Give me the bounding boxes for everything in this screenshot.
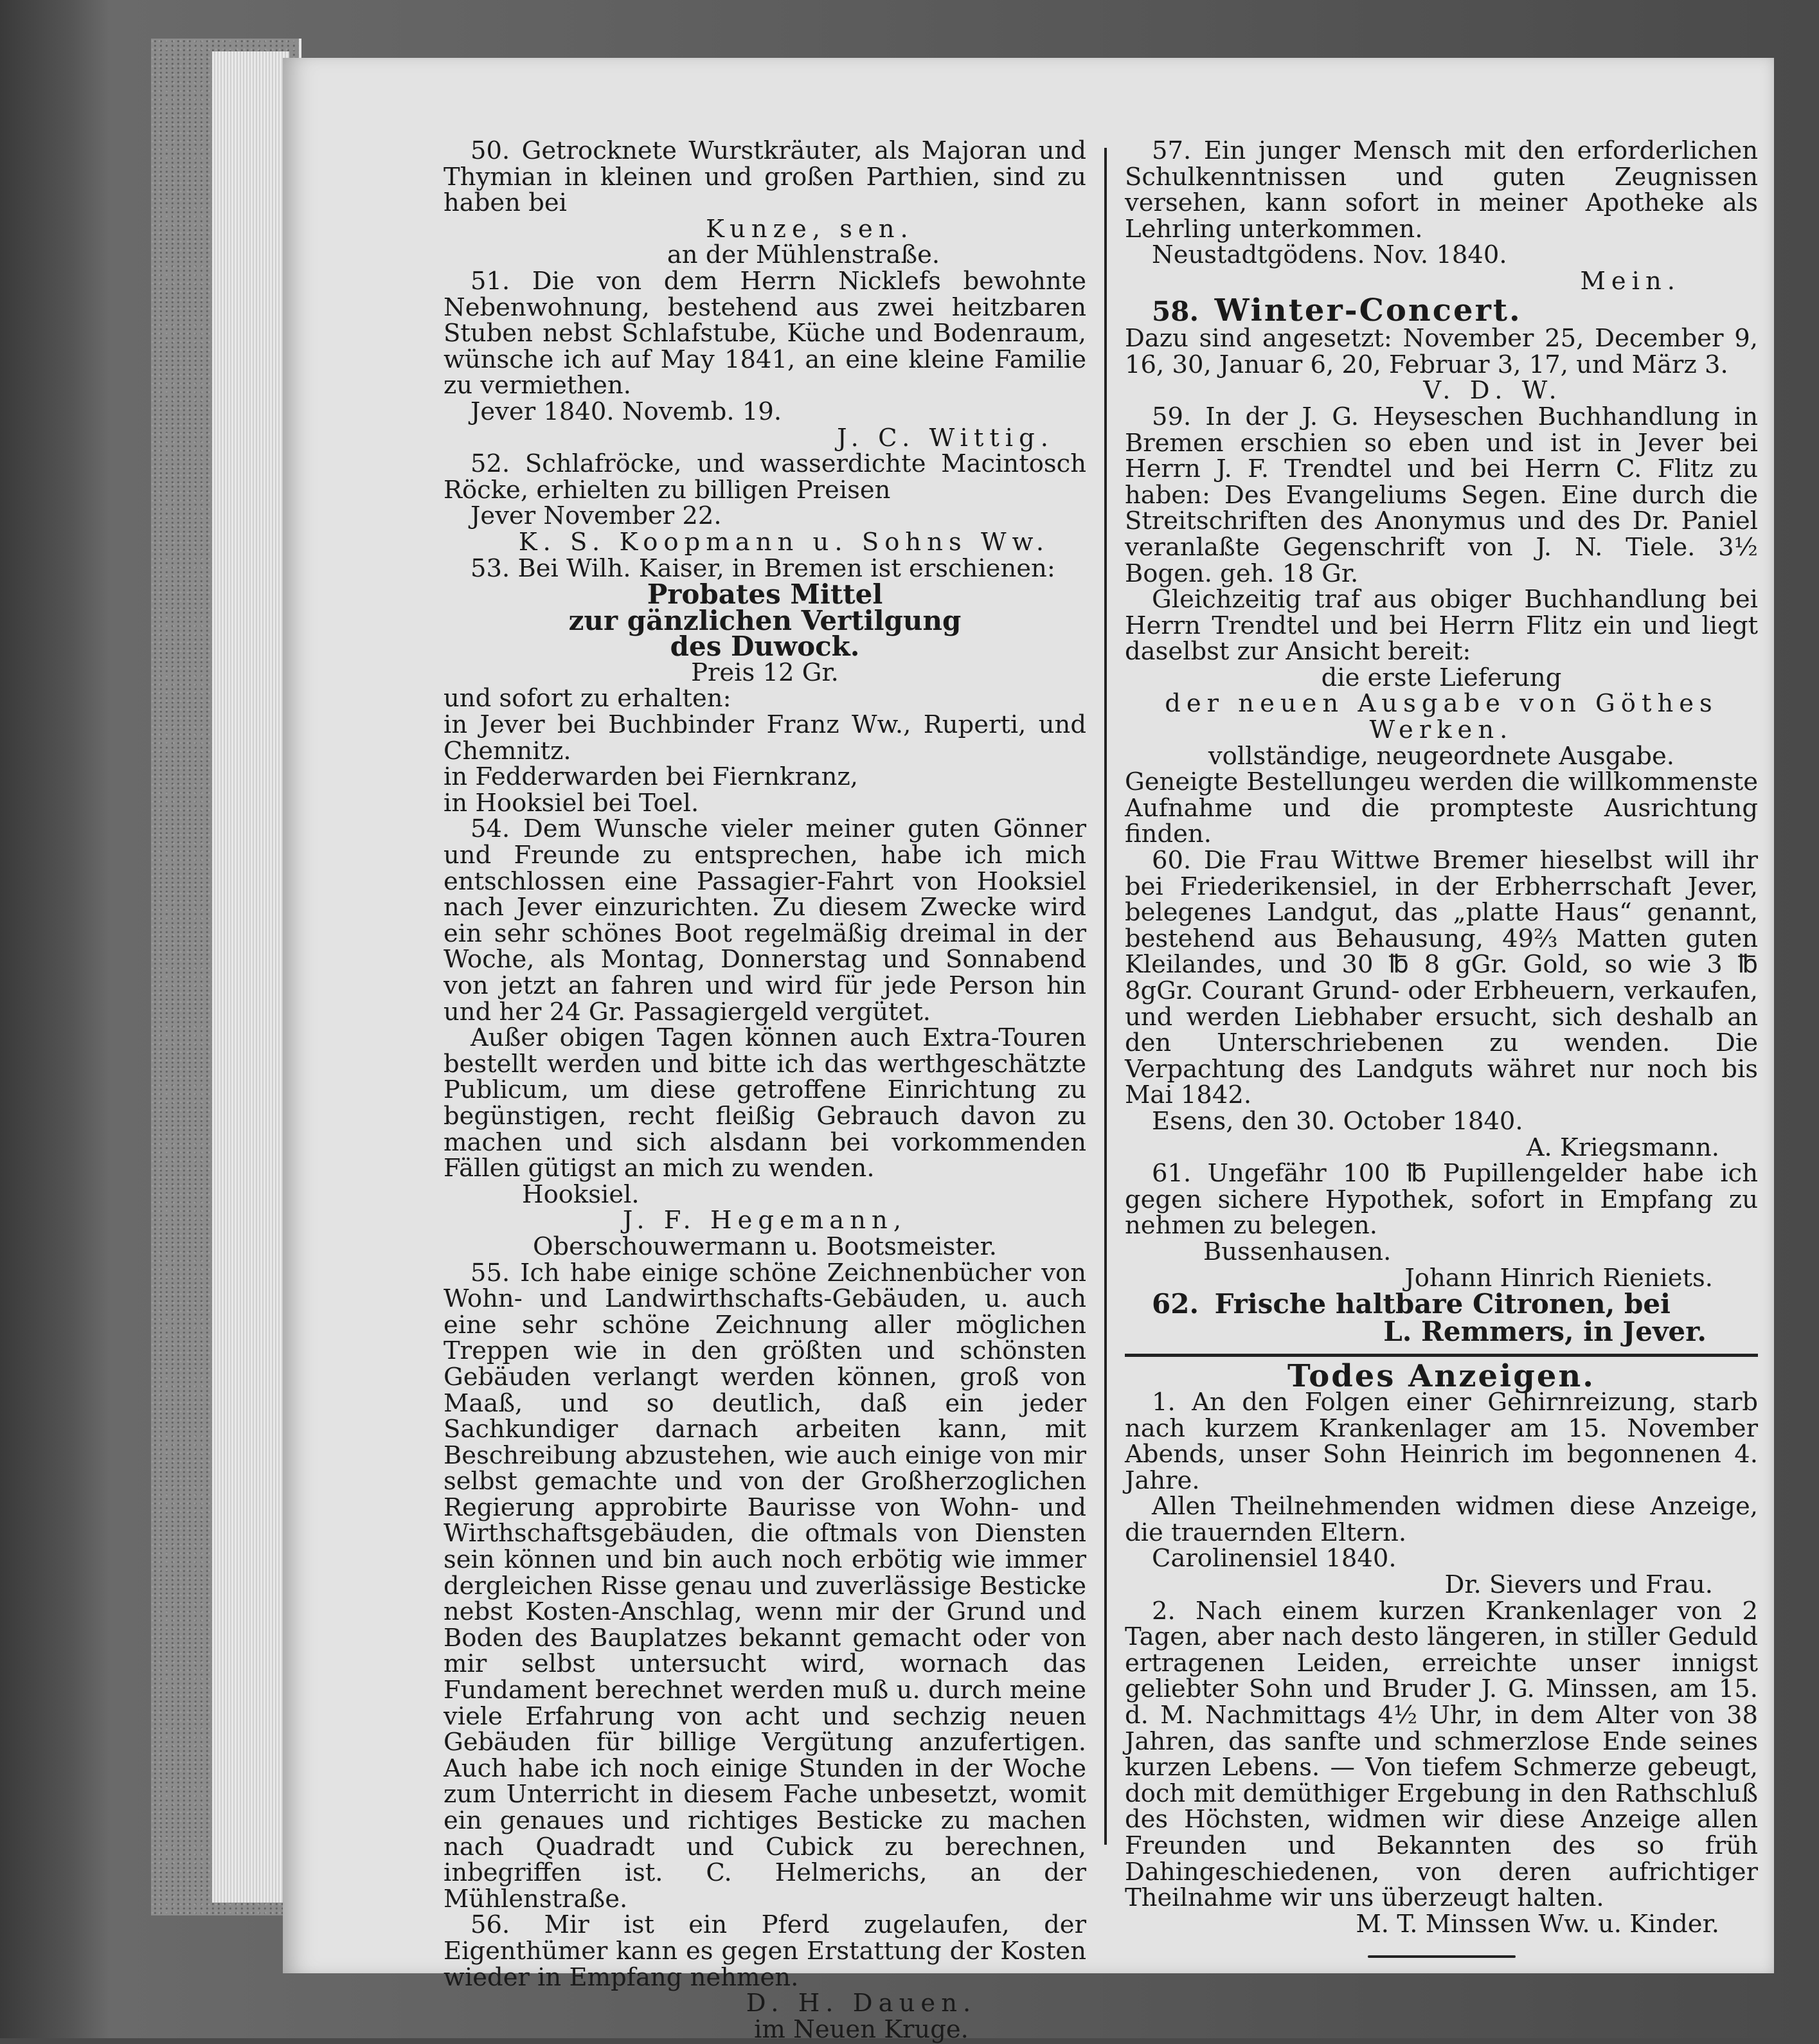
notice-56-text: 56. Mir ist ein Pferd zugelaufen, der Eigenthümer kann es gegen Erstattung der Kosten wieder in Empfang nehmen. [444, 1910, 1086, 1992]
notice-58-signer: V. D. W. [1423, 376, 1563, 406]
notice-54-para-1: 54. Dem Wunsche vieler meiner guten Gönner und Freunde zu entsprechen, habe ich mich entschlossen eine Passagier-Fahrt von Hooksiel nach Jever einzurichten. Zu diesem Zwecke wird ein sehr schönes Boot regelmäßig dreimal in der Woche, als Montag, Donnerstag und Sonnabend von jetzt an fahren und wird für jede Person hin und her 24 Gr. Passagiergeld vergütet. [444, 814, 1086, 1026]
notice-54 [444, 816, 1086, 1260]
notice-59 [1125, 404, 1758, 848]
notice-51 [444, 266, 1086, 453]
notice-62-number: 62. [1152, 1288, 1199, 1320]
notice-51-date: Jever 1840. Novemb. 19. [470, 397, 782, 426]
notice-51-text: 51. Die von dem Herrn Nicklefs bewohnte Nebenwohnung, bestehend aus zwei heitzbaren Stuben nebst Schlafstube, Küche und Bodenraum, wünsche ich auf May 1841, an eine kleine Familie zu vermiethen. [444, 266, 1086, 400]
notice-50-signer: Kunze, sen. [706, 214, 914, 244]
notice-52-signer: K. S. Koopmann u. Sohns Ww. [518, 527, 1050, 557]
notice-60 [1125, 848, 1758, 1161]
death-notice-2-text: 2. Nach einem kurzen Krankenlager von 2 Tagen, aber nach desto längeren, in stiller Geduld ertragenen Leiden, erreichte unser innigst geliebter Sohn und Bruder J. G. Minssen, am 15. d. M. Nachmittags 4½ Uhr, in dem Alter von 38 Jahren, das sanfte und schmerzlose Ende seines kurzen Lebens. — Von tiefem Schmerze gebeugt, doch mit demüthiger Ergebung in den Rathschluß des Höchsten, widmen wir diese Anzeige allen Freunden und Bekannten des so früh Dahingeschiedenen, von deren aufrichtiger Theilnahme wir uns überzeugt halten. [1125, 1596, 1758, 1913]
notice-53-title-1: Probates Mittel [647, 578, 883, 611]
notice-54-place: Hooksiel. [522, 1179, 640, 1209]
notice-58 [1125, 292, 1758, 406]
notice-57-text: 57. Ein junger Mensch mit den erforderlichen Schulkenntnissen und guten Zeugnissen versehen, kann sofort in meiner Apotheke als Lehrling unterkommen. [1125, 136, 1758, 244]
death-notice-1-place: Carolinensiel 1840. [1152, 1544, 1397, 1573]
notice-53-line-4: in Hooksiel bei Toel. [444, 788, 699, 818]
notice-61-signer: Johann Hinrich Rieniets. [1404, 1263, 1713, 1293]
notice-59-center-2: der neuen Ausgabe von Göthes Werken. [1165, 689, 1718, 745]
notice-60-text: 60. Die Frau Wittwe Bremer hieselbst will ihr bei Friederikensiel, in der Erbherrschaft Jever, belegenes Landgut, das „platte Haus“ genannt, bestehend aus Behausung, 49⅔ Matten guten Kleilandes, und 30 ℔ 8 gGr. Gold, so wie 3 ℔ 8gGr. Courant Grund- oder Erbheuern, verkaufen, und werden Liebhaber ersucht, sich deshalb an den Unterschriebenen zu wenden. Die Verpachtung des Landguts währet nur noch bis Mai 1842. [1125, 846, 1758, 1110]
notice-58-text: Dazu sind angesetzt: November 25, December 9, 16, 30, Januar 6, 20, Februar 3, 17, und März 3. [1125, 324, 1758, 379]
notice-62-signer: L. Remmers, in Jever. [1383, 1315, 1707, 1347]
notice-50-text: 50. Getrocknete Wurstkräuter, als Majoran und Thymian in kleinen und großen Parthien, sind zu haben bei [444, 136, 1086, 218]
notice-58-number: 58. [1152, 295, 1199, 327]
notice-61-text: 61. Ungefähr 100 ℔ Pupillengelder habe ich gegen sichere Hypothek, sofort in Empfang zu nehmen zu belegen. [1125, 1159, 1758, 1241]
notice-51-signer: J. C. Wittig. [837, 423, 1054, 453]
section-rule [1125, 1354, 1758, 1357]
notice-58-title: Winter-Concert. [1214, 292, 1522, 328]
notice-62-text: Frische haltbare Citronen, bei [1214, 1288, 1671, 1320]
notice-60-date: Esens, den 30. October 1840. [1152, 1106, 1523, 1136]
notice-52 [444, 451, 1086, 555]
notice-56-place: im Neuen Kruge. [754, 2014, 969, 2044]
notice-50-place: an der Mühlenstraße. [667, 240, 940, 270]
death-notice-1-dedication: Allen Theilnehmenden widmen diese Anzeige, die trauernden Eltern. [1125, 1492, 1758, 1547]
notice-53-title-3: des Duwock. [670, 631, 860, 663]
notice-53-line-2: in Jever bei Buchbinder Franz Ww., Ruperti, und Chemnitz. [444, 710, 1086, 766]
death-notice-1-text: 1. An den Folgen einer Gehirnreizung, starb nach kurzem Krankenlager am 15. November Abends, unser Sohn Heinrich im begonnenen 4. Jahre. [1125, 1387, 1758, 1495]
notice-57-signer: Mein. [1580, 266, 1681, 296]
notice-55 [444, 1260, 1086, 1913]
notice-59-center-1: die erste Lieferung [1321, 663, 1562, 692]
notice-52-date: Jever November 22. [470, 501, 722, 531]
death-notice-1-signer: Dr. Sievers und Frau. [1444, 1570, 1713, 1600]
notice-62 [1125, 1288, 1758, 1347]
right-column [1125, 138, 1758, 1958]
notice-61 [1125, 1161, 1758, 1291]
notice-56 [444, 1912, 1086, 2043]
notice-59-center-3: vollständige, neugeordnete Ausgabe. [1208, 741, 1675, 771]
notice-57 [1125, 138, 1758, 295]
notice-53 [444, 553, 1086, 818]
notice-56-signer: D. H. Dauen. [746, 1989, 977, 2018]
page-stack-edge [212, 51, 289, 1903]
notice-55-text: 55. Ich habe einige schöne Zeichnenbücher von Wohn- und Landwirthschafts-Gebäuden, u. auch eine sehr schöne Zeichnung aller möglichen Treppen wie in den größten und schönsten Gebäuden verlangt werden können, groß von Maaß, und so deutlich, daß ein jeder Sachkundiger darnach arbeiten kann, mit Beschreibung abzustehen, wie auch einige von mir selbst gemachte und von der Großherzoglichen Regierung approbirte Baurisse von Wohn- und Wirthschaftsgebäuden, die oftmals von Diensten sein können und bin auch noch erbötig wie immer dergleichen Risse genau und zuverlässige Besticke nebst Kosten-Anschlag, wenn mir der Grund und Boden des Bauplatzes bekannt gemacht oder von mir selbst untersucht wird, wornach das Fundament berechnet werden muß u. durch meine viele Erfahrung von acht und sechzig neuen Gebäuden für billige Vergütung anzufertigen. Auch habe ich noch einige Stunden in der Woche zum Unterricht in diesem Fache unbesetzt, womit ein genaues und richtiges Besticke zu machen nach Quadradt und Cubick zu berechnen, inbegriffen ist. C. Helmerichs, an der Mühlenstraße. [444, 1258, 1086, 1914]
left-column [444, 138, 1086, 2043]
notice-59-para-2: Gleichzeitig traf aus obiger Buchhandlung bei Herrn Trendtel und bei Herrn Flitz ein und liegt daselbst zur Ansicht bereit: [1125, 585, 1758, 667]
notice-59-para-3: Geneigte Bestellungeu werden die willkommenste Aufnahme und die prompteste Ausrichtung finden. [1125, 767, 1758, 849]
notice-61-place: Bussenhausen. [1203, 1237, 1392, 1266]
notice-60-signer: A. Kriegsmann. [1526, 1133, 1719, 1162]
notice-54-signer: J. F. Hegemann, [622, 1206, 908, 1235]
notice-53-price: Preis 12 Gr. [691, 658, 839, 687]
notice-53-title-2: zur gänzlichen Vertilgung [568, 604, 962, 636]
death-notice-2-signer: M. T. Minssen Ww. u. Kinder. [1356, 1909, 1719, 1939]
death-notices [1125, 1358, 1758, 1958]
notice-59-para-1: 59. In der J. G. Heyseschen Buchhandlung in Bremen erschien so eben und ist in Jever bei Herrn J. F. Trendtel und bei Herrn C. Flitz zu haben: Des Evangeliums Segen. Eine durch die Streitschriften des Anonymus und des Dr. Paniel veranlaßte Gegenschrift von J. N. Tiele. 3½ Bogen. geh. 18 Gr. [1125, 402, 1758, 588]
column-divider [1104, 148, 1107, 1845]
notice-54-title: Oberschouwermann u. Bootsmeister. [532, 1232, 998, 1261]
death-notices-heading: Todes Anzeigen. [1287, 1358, 1595, 1395]
notice-52-text: 52. Schlafröcke, und wasserdichte Macintosch Röcke, erhielten zu billigen Preisen [444, 449, 1086, 505]
notice-53-line-3: in Fedderwarden bei Fiernkranz, [444, 762, 858, 792]
notice-50 [444, 138, 1086, 269]
notice-53-intro: 53. Bei Wilh. Kaiser, in Bremen ist erschienen: [470, 553, 1055, 583]
notice-53-line-1: und sofort zu erhalten: [444, 684, 731, 713]
notice-54-para-2: Außer obigen Tagen können auch Extra-Touren bestellt werden und bitte ich das werthgeschätzte Publicum, um diese getroffene Einrichtung zu begünstigen, recht fleißig Gebrauch davon zu machen und sich alsdann bei vorkommenden Fällen gütigst an mich zu wenden. [444, 1023, 1086, 1183]
notice-57-date: Neustadtgödens. Nov. 1840. [1152, 240, 1507, 270]
end-rule [1368, 1955, 1516, 1958]
